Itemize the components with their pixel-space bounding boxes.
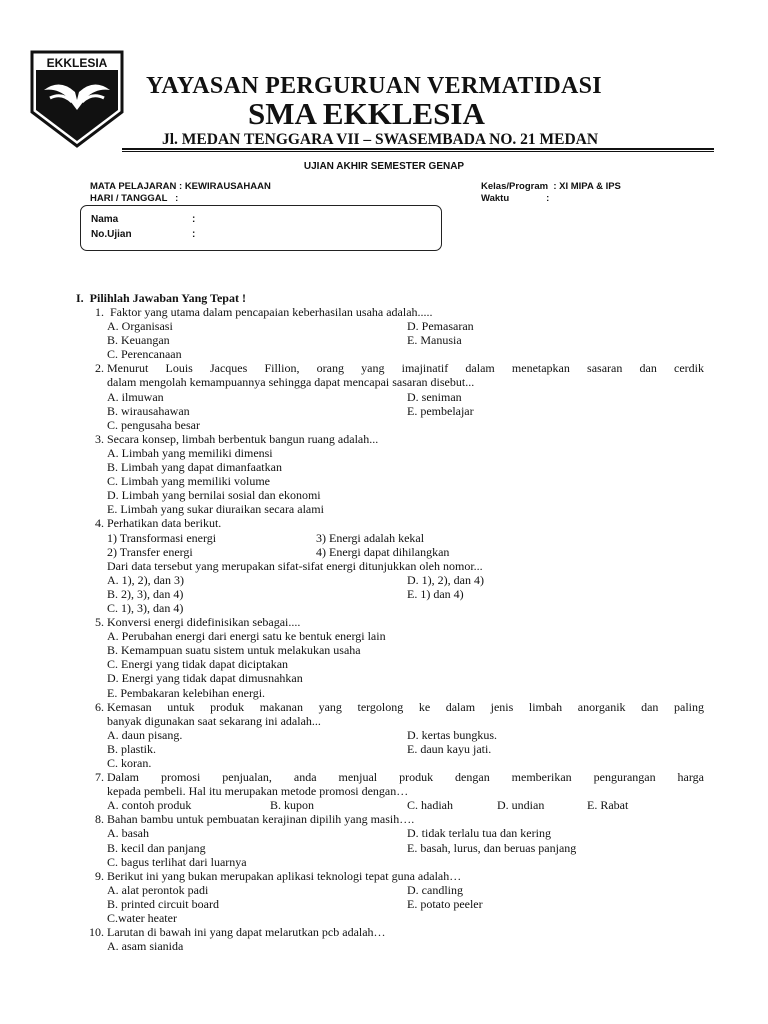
data-item-3: 3) Energi adalah kekal — [316, 530, 425, 545]
section-title: I. Pilihlah Jawaban Yang Tepat ! — [76, 291, 246, 305]
question-number: 6. — [95, 699, 104, 714]
option-e: E. Rabat — [587, 798, 629, 813]
header-divider-thin — [122, 151, 714, 152]
option-e: E. Limbah yang sukar diuraikan secara alami — [107, 502, 324, 517]
option-b: B. Kemampuan suatu sistem untuk melakukan usaha — [107, 643, 361, 658]
option-a: A. alat perontok padi — [107, 882, 209, 897]
question-number: 7. — [95, 770, 104, 785]
data-item-2: 2) Transfer energi — [107, 544, 193, 559]
option-d: D. candling — [407, 882, 463, 897]
question-stem-cont: banyak digunakan saat sekarang ini adalah... — [107, 713, 321, 728]
option-d: D. undian — [497, 798, 545, 813]
option-c: C. pengusaha besar — [107, 417, 200, 432]
question-stem: Konversi energi didefinisikan sebagai.... — [107, 615, 301, 630]
foundation-name: YAYASAN PERGURUAN VERMATIDASI — [146, 73, 602, 99]
question-stem: Menurut Louis Jacques Fillion, orang yang imajinatif dalam menetapkan sasaran dan cerdik — [107, 361, 704, 376]
option-c: C. Energi yang tidak dapat diciptakan — [107, 657, 289, 672]
name-colon: : — [192, 214, 196, 225]
logo-text: EKKLESIA — [46, 56, 108, 70]
question-10 — [0, 925, 768, 953]
option-e: E. potato peeler — [407, 896, 483, 911]
exam-meta-left — [90, 181, 271, 204]
option-a: A. contoh produk — [107, 798, 192, 813]
option-d: D. tidak terlalu tua dan kering — [407, 826, 551, 841]
class-label: Kelas/Program : XI MIPA & IPS — [481, 181, 621, 192]
question-7 — [0, 770, 768, 812]
option-c: C. koran. — [107, 756, 152, 770]
date-label: HARI / TANGGAL : — [90, 192, 179, 204]
question-stem-cont: dalam mengolah kemampuannya sehingga dapat mencapai sasaran disebut... — [107, 375, 475, 390]
question-number: 4. — [95, 516, 104, 531]
question-number: 1. — [95, 305, 104, 319]
option-a: A. basah — [107, 826, 149, 841]
question-stem: Kemasan untuk produk makanan yang tergolong ke dalam jenis limbah anorganik dan paling — [107, 699, 704, 714]
option-a: A. daun pisang. — [107, 727, 183, 742]
question-number: 9. — [95, 868, 104, 883]
question-list — [0, 305, 768, 953]
option-e: E. daun kayu jati. — [407, 741, 492, 756]
data-item-1: 1) Transformasi energi — [107, 530, 217, 545]
exam-meta-right — [481, 181, 621, 204]
option-a: A. Organisasi — [107, 319, 173, 334]
option-e: E. basah, lurus, dan beruas panjang — [407, 840, 577, 855]
option-a: A. Limbah yang memiliki dimensi — [107, 445, 273, 460]
option-b: B. Keuangan — [107, 333, 170, 348]
option-c: C. Perencanaan — [107, 347, 182, 362]
exam-number-colon: : — [192, 229, 196, 240]
question-1 — [0, 305, 768, 361]
exam-number-label: No.Ujian — [91, 229, 132, 240]
option-a: A. Perubahan energi dari energi satu ke bentuk energi lain — [107, 629, 386, 644]
question-4 — [0, 516, 768, 615]
name-row — [91, 214, 196, 225]
option-e: E. Pembakaran kelebihan energi. — [107, 685, 266, 700]
option-b: B. printed circuit board — [107, 896, 219, 911]
option-d: D. Limbah yang bernilai sosial dan ekonomi — [107, 488, 321, 503]
option-b: B. wirausahawan — [107, 403, 190, 418]
question-2 — [0, 361, 768, 431]
question-number: 2. — [95, 361, 104, 376]
header-divider — [122, 148, 714, 150]
option-b: B. kecil dan panjang — [107, 840, 206, 855]
question-6 — [0, 700, 768, 770]
option-d: D. kertas bungkus. — [407, 727, 497, 742]
option-c: C.water heater — [107, 911, 177, 926]
question-stem: Berikut ini yang bukan merupakan aplikasi teknologi tepat guna adalah… — [107, 868, 462, 883]
option-a: A. asam sianida — [107, 939, 184, 954]
option-b: B. 2), 3), dan 4) — [107, 586, 184, 601]
option-c: C. 1), 3), dan 4) — [107, 600, 184, 615]
question-8 — [0, 812, 768, 868]
option-c: C. Limbah yang memiliki volume — [107, 474, 270, 489]
option-d: D. seniman — [407, 389, 462, 404]
subject-label: MATA PELAJARAN : KEWIRAUSAHAAN — [90, 181, 271, 192]
question-stem: Larutan di bawah ini yang dapat melarutkan pcb adalah… — [107, 925, 386, 940]
option-e: E. 1) dan 4) — [407, 586, 464, 601]
time-label: Waktu : — [481, 192, 550, 204]
question-stem: Perhatikan data berikut. — [107, 516, 222, 531]
question-stem-cont: Dari data tersebut yang merupakan sifat-sifat energi ditunjukkan oleh nomor... — [107, 558, 483, 573]
option-d: D. Pemasaran — [407, 319, 474, 334]
option-a: A. 1), 2), dan 3) — [107, 572, 184, 587]
option-e: E. pembelajar — [407, 403, 474, 418]
data-item-4: 4) Energi dapat dihilangkan — [316, 544, 450, 559]
option-d: D. 1), 2), dan 4) — [407, 572, 484, 587]
question-stem: Bahan bambu untuk pembuatan kerajinan dipilih yang masih…. — [107, 812, 415, 827]
option-b: B. Limbah yang dapat dimanfaatkan — [107, 460, 282, 475]
question-5 — [0, 615, 768, 700]
option-e: E. Manusia — [407, 333, 462, 348]
question-stem: Dalam promosi penjualan, anda menjual produk dengan memberikan pengurangan harga — [107, 770, 704, 785]
student-id-box — [80, 205, 442, 251]
school-address: Jl. MEDAN TENGGARA VII – SWASEMBADA NO. 21 MEDAN — [162, 131, 599, 148]
option-c: C. bagus terlihat dari luarnya — [107, 854, 247, 869]
option-c: C. hadiah — [407, 798, 453, 813]
question-9 — [0, 869, 768, 925]
question-stem: Faktor yang utama dalam pencapaian keberhasilan usaha adalah..... — [107, 305, 433, 319]
name-label: Nama — [91, 214, 119, 225]
question-number: 5. — [95, 615, 104, 630]
question-number: 3. — [95, 431, 104, 446]
exam-number-row — [91, 229, 196, 240]
question-number: 8. — [95, 812, 104, 827]
option-a: A. ilmuwan — [107, 389, 164, 404]
school-logo — [30, 50, 124, 148]
exam-title: UJIAN AKHIR SEMESTER GENAP — [303, 161, 465, 172]
option-b: B. plastik. — [107, 741, 157, 756]
option-b: B. kupon — [270, 798, 315, 813]
question-number: 10. — [89, 925, 104, 940]
question-3 — [0, 432, 768, 517]
question-stem-cont: kepada pembeli. Hal itu merupakan metode promosi dengan… — [107, 784, 409, 799]
school-name: SMA EKKLESIA — [248, 96, 485, 131]
option-d: D. Energi yang tidak dapat dimusnahkan — [107, 671, 303, 686]
question-stem: Secara konsep, limbah berbentuk bangun ruang adalah... — [107, 431, 379, 446]
